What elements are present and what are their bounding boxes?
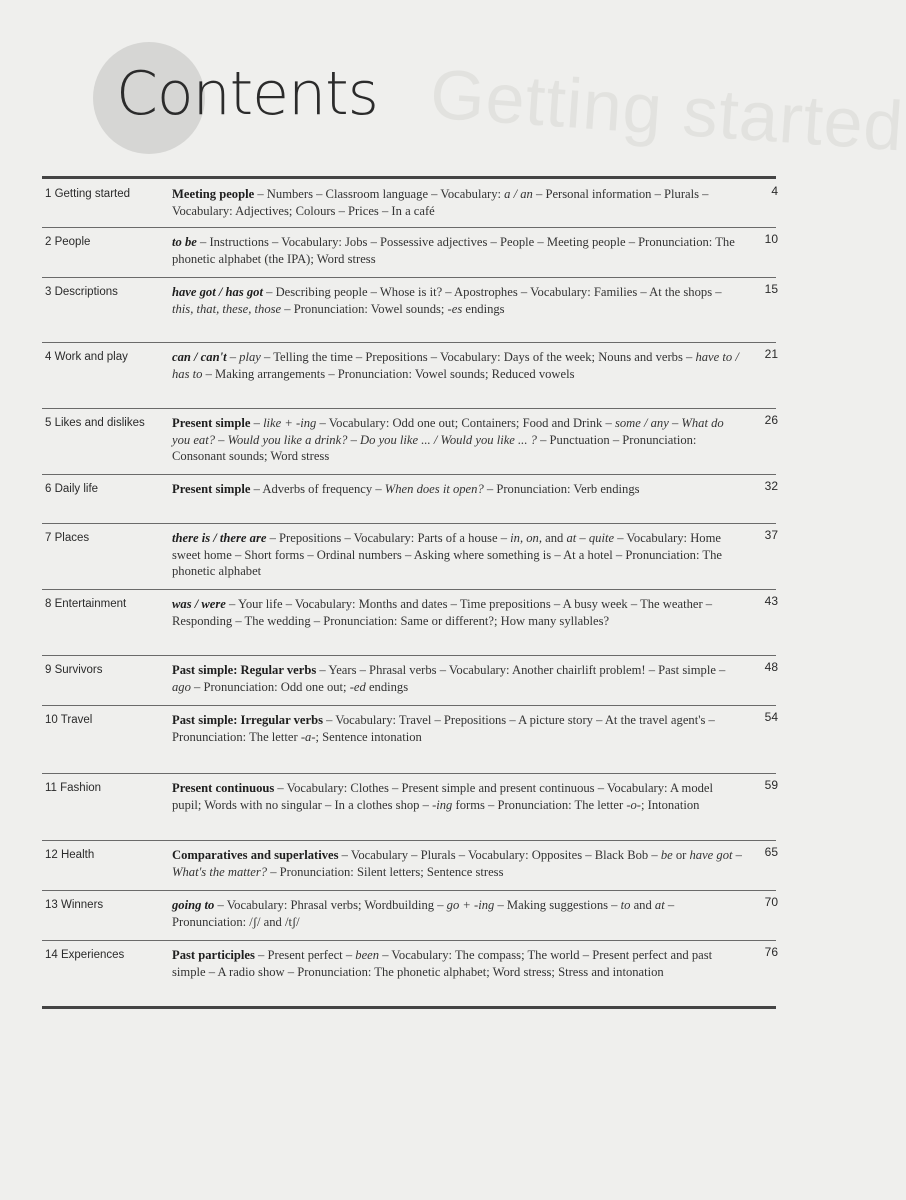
description-segment: – Pronunciation: Odd one out;: [190, 679, 350, 694]
contents-entry: [42, 940, 776, 1006]
unit-description: [172, 897, 742, 930]
description-segment: – Pronunciation: /ʃ/ and /tʃ/: [172, 898, 675, 929]
description-segment: Meeting people: [172, 187, 255, 201]
description-segment: at: [654, 898, 665, 912]
description-segment: and: [630, 898, 655, 912]
description-segment: – Numbers – Classroom language – Vocabulary:: [254, 187, 505, 201]
description-segment: – Vocabulary: Travel – Prepositions – A picture story – At the travel agent's – Pronunciation: The letter: [172, 713, 715, 744]
description-segment: forms – Pronunciation: The letter: [452, 797, 627, 812]
description-segment: -ing: [432, 797, 453, 812]
description-segment: Comparatives and superlatives: [172, 848, 339, 862]
description-segment: – Vocabulary: The compass; The world – Present perfect and past simple – A radio show – Pronunciation: The phonetic alphabet; Word stress; Stress and intonation: [172, 948, 713, 979]
description-segment: ; Intonation: [641, 797, 700, 812]
description-segment: -es: [447, 301, 463, 316]
description-segment: -o-: [626, 797, 641, 812]
unit-description: [172, 186, 742, 219]
contents-entry: [42, 840, 776, 891]
page-number: 4: [771, 184, 778, 198]
page-number: 32: [764, 479, 778, 493]
description-segment: a / an: [504, 187, 533, 201]
description-segment: have got / has got: [172, 285, 263, 299]
description-segment: – Present perfect –: [254, 948, 356, 962]
description-segment: to: [620, 898, 631, 912]
description-segment: endings: [365, 679, 409, 694]
description-segment: – Describing people – Whose is it? – Apostrophes – Vocabulary: Families – At the shops –: [262, 285, 722, 299]
contents-entry: [42, 342, 776, 409]
page-number: 76: [764, 945, 778, 959]
background-heading: Getting started: [427, 54, 906, 166]
description-segment: – Vocabulary: Clothes – Present simple and present continuous – Vocabulary: A model pupil; Words with no singular – In a clothes shop –: [172, 781, 714, 812]
description-segment: go + -ing: [446, 898, 495, 912]
unit-title: 3 Descriptions: [45, 286, 118, 298]
description-segment: – Punctuation – Pronunciation: Consonant sounds; Word stress: [172, 432, 697, 463]
description-segment: – Pronunciation: Verb endings: [483, 482, 640, 496]
unit-title: 9 Survivors: [45, 664, 103, 676]
description-segment: have got: [689, 848, 733, 862]
description-segment: – Years – Phrasal verbs – Vocabulary: Another chairlift problem! – Past simple –: [316, 663, 726, 677]
unit-title: 2 People: [45, 236, 91, 248]
page-number: 59: [764, 778, 778, 792]
description-segment: –: [226, 350, 240, 364]
description-segment: – Vocabulary: Phrasal verbs; Wordbuilding –: [214, 898, 447, 912]
unit-title: 5 Likes and dislikes: [45, 417, 145, 429]
description-segment: –: [732, 848, 742, 862]
unit-description: [172, 234, 742, 267]
contents-entry: [42, 277, 776, 343]
description-segment: can / can't: [172, 350, 227, 364]
description-segment: some / any – What do you eat? – Would you like a drink? – Do you like ... / Would you like ... ?: [172, 416, 724, 447]
unit-title: 6 Daily life: [45, 483, 99, 495]
description-segment: quite: [588, 531, 615, 545]
page-number: 37: [764, 528, 778, 542]
page-number: 21: [764, 347, 778, 361]
unit-title: 14 Experiences: [45, 949, 125, 961]
description-segment: at: [566, 531, 577, 545]
contents-entry: [42, 227, 776, 278]
description-segment: -a-: [300, 729, 316, 744]
description-segment: Past simple: Irregular verbs: [172, 713, 323, 727]
description-segment: – Your life – Vocabulary: Months and dates – Time prepositions – A busy week – The weather – Responding – The wedding – Pronunciation: Same or different?; How many syllables?: [172, 597, 713, 628]
page-number: 26: [764, 413, 778, 427]
page-number: 15: [764, 282, 778, 296]
contents-entry: [42, 773, 776, 841]
unit-description: [172, 847, 742, 880]
description-segment: Past simple: Regular verbs: [172, 663, 317, 677]
description-segment: – Vocabulary: Odd one out; Containers; Food and Drink –: [316, 416, 615, 430]
description-segment: – Pronunciation: Vowel sounds;: [281, 301, 448, 316]
page-number: 48: [764, 660, 778, 674]
unit-description: [172, 780, 742, 813]
description-segment: there is / there are: [172, 531, 267, 545]
bottom-rule: [42, 1006, 776, 1009]
unit-title: 10 Travel: [45, 714, 93, 726]
unit-title: 12 Health: [45, 849, 95, 861]
description-segment: -ed: [349, 679, 366, 694]
description-segment: been: [355, 948, 380, 962]
description-segment: –: [576, 531, 589, 545]
page-number: 10: [764, 232, 778, 246]
contents-entry: [42, 655, 776, 706]
unit-description: [172, 712, 742, 745]
description-segment: – Making arrangements – Pronunciation: Vowel sounds; Reduced vowels: [202, 366, 575, 381]
contents-entry: [42, 890, 776, 941]
description-segment: – Personal information – Plurals – Vocabulary: Adjectives; Colours – Prices – In a café: [172, 187, 709, 218]
unit-description: [172, 415, 742, 465]
description-segment: like + -ing: [263, 416, 317, 430]
contents-entry: [42, 408, 776, 475]
unit-description: [172, 349, 742, 382]
description-segment: and: [542, 531, 567, 545]
description-segment: Past participles: [172, 948, 255, 962]
description-segment: When does it open?: [384, 482, 484, 496]
unit-title: 8 Entertainment: [45, 598, 127, 610]
description-segment: ; Sentence intonation: [315, 729, 422, 744]
description-segment: – Telling the time – Prepositions – Vocabulary: Days of the week; Nouns and verbs –: [260, 350, 696, 364]
page-number: 65: [764, 845, 778, 859]
page-number: 43: [764, 594, 778, 608]
description-segment: play: [239, 350, 261, 364]
description-segment: What's the matter?: [172, 864, 268, 879]
description-segment: – Instructions – Vocabulary: Jobs – Possessive adjectives – People – Meeting people – Pronunciation: The phonetic alphabet (the IPA); Word stress: [172, 235, 735, 266]
description-segment: Present simple: [172, 416, 251, 430]
contents-entry: [42, 523, 776, 590]
description-segment: – Vocabulary – Plurals – Vocabulary: Opposites – Black Bob –: [338, 848, 661, 862]
contents-entry: [42, 474, 776, 524]
description-segment: – Prepositions – Vocabulary: Parts of a house –: [266, 531, 511, 545]
unit-description: [172, 530, 742, 580]
unit-description: [172, 481, 742, 498]
description-segment: Present simple: [172, 482, 251, 496]
description-segment: endings: [462, 301, 505, 316]
description-segment: this, that, these, those: [172, 301, 282, 316]
unit-description: [172, 662, 742, 695]
description-segment: Present continuous: [172, 781, 275, 795]
description-segment: be: [660, 848, 673, 862]
unit-title: 1 Getting started: [45, 188, 131, 200]
description-segment: – Vocabulary: Home sweet home – Short forms – Ordinal numbers – Asking where something is – At a hotel – Pronunciation: The phonetic alphabet: [172, 531, 722, 578]
page-number: 54: [764, 710, 778, 724]
description-segment: going to: [172, 898, 215, 912]
description-segment: –: [250, 416, 264, 430]
description-segment: – Making suggestions –: [494, 898, 621, 912]
description-segment: – Pronunciation: Silent letters; Sentence stress: [267, 864, 504, 879]
unit-description: [172, 947, 742, 980]
description-segment: – Adverbs of frequency –: [250, 482, 385, 496]
description-segment: in, on,: [510, 531, 542, 545]
unit-title: 13 Winners: [45, 899, 104, 911]
description-segment: ago: [172, 679, 191, 694]
description-segment: was / were: [172, 597, 226, 611]
page-number: 70: [764, 895, 778, 909]
contents-entry: [42, 705, 776, 774]
contents-entry: [42, 179, 776, 228]
unit-description: [172, 596, 742, 629]
unit-title: 7 Places: [45, 532, 90, 544]
description-segment: to be: [172, 235, 197, 249]
unit-title: 4 Work and play: [45, 351, 128, 363]
unit-title: 11 Fashion: [45, 782, 102, 794]
unit-description: [172, 284, 742, 317]
page-title: Contents: [116, 59, 378, 129]
description-segment: or: [672, 848, 690, 862]
contents-entry: [42, 589, 776, 656]
description-segment: have to / has to: [172, 350, 739, 381]
